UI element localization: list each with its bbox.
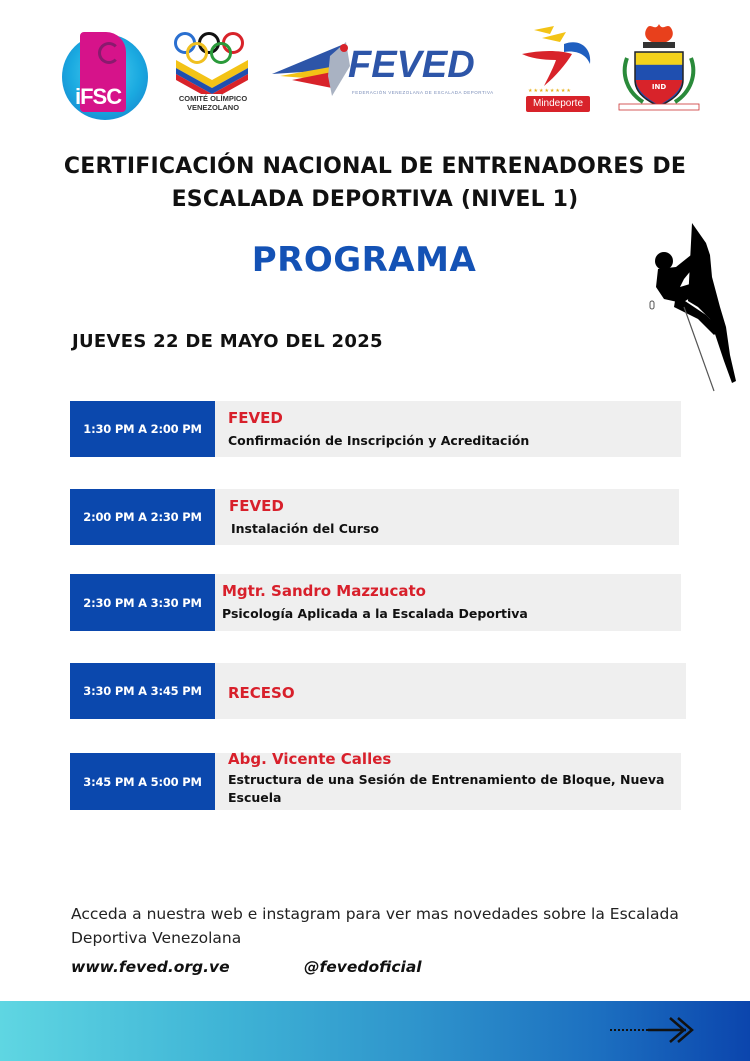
feved-logo (272, 36, 504, 100)
schedule-time: 2:00 PM A 2:30 PM (70, 489, 215, 545)
schedule-row (70, 663, 686, 719)
schedule-activity: Estructura de una Sesión de Entrenamiento de Bloque, Nueva Escuela (228, 772, 665, 805)
logo-bar (0, 20, 750, 120)
feved-logo-subtext: FEDERACIÓN VENEZOLANA DE ESCALADA DEPORTIVA (352, 90, 494, 95)
mindeporte-stars: ★★★★★★★★ (528, 88, 572, 94)
mindeporte-label: Mindeporte (526, 96, 590, 112)
title-line-1: CERTIFICACIÓN NACIONAL DE ENTRENADORES DE (63, 154, 687, 179)
schedule-speaker: Mgtr. Sandro Mazzucato (222, 582, 426, 600)
comite-label-line1: COMITÉ OLÍMPICO (178, 94, 248, 103)
ind-logo (617, 22, 701, 116)
schedule-details (215, 750, 681, 810)
title-line-2: ESCALADA DEPORTIVA (NIVEL 1) (171, 187, 579, 212)
schedule-time: 1:30 PM A 2:00 PM (70, 401, 215, 457)
ifsc-climber-icon (98, 42, 120, 64)
rock-climber-silhouette-icon (640, 215, 740, 395)
schedule-details (215, 663, 686, 719)
ifsc-logo-text: iFSC (75, 84, 122, 109)
schedule-activity: Instalación del Curso (231, 520, 379, 536)
schedule-activity: Psicología Aplicada a la Escalada Deportiva (222, 606, 528, 621)
schedule-speaker: FEVED (228, 408, 283, 427)
schedule-speaker: RECESO (228, 683, 295, 702)
mindeporte-logo (520, 24, 596, 116)
schedule-time: 3:45 PM A 5:00 PM (70, 753, 215, 810)
schedule-details (215, 489, 679, 545)
page-title (0, 150, 750, 216)
schedule-row (70, 401, 681, 457)
schedule-time: 3:30 PM A 3:45 PM (70, 663, 215, 719)
schedule-speaker: Abg. Vicente Calles (228, 750, 392, 768)
comite-label-line2: VENEZOLANO (186, 103, 240, 112)
schedule-speaker: FEVED (229, 496, 284, 515)
feved-logo-text: FEVED (348, 44, 475, 86)
venezuela-chevron-icon (176, 60, 248, 94)
ind-shield-icon (617, 22, 701, 116)
schedule-activity: Confirmación de Inscripción y Acreditación (228, 432, 530, 448)
svg-text:IND: IND (651, 83, 667, 91)
footer-message: Acceda a nuestra web e instagram para ver mas novedades sobre la Escalada Deportiva Venezolana (71, 905, 679, 947)
schedule-details (215, 401, 681, 457)
event-date: JUEVES 22 DE MAYO DEL 2025 (72, 331, 383, 352)
programa-heading: PROGRAMA (251, 240, 477, 280)
ifsc-logo (62, 34, 148, 120)
schedule-details (215, 574, 681, 631)
mindeporte-flame-icon (520, 24, 596, 90)
double-chevron-right-icon[interactable] (608, 1015, 696, 1045)
comite-olimpico-label (162, 94, 264, 112)
schedule-row (70, 489, 679, 545)
schedule-row (70, 574, 681, 631)
website-link[interactable]: www.feved.org.ve (71, 958, 230, 976)
schedule-time: 2:30 PM A 3:30 PM (70, 574, 215, 631)
schedule-row (70, 750, 681, 810)
comite-olimpico-logo (168, 30, 258, 122)
instagram-handle[interactable]: @fevedoficial (304, 958, 422, 976)
